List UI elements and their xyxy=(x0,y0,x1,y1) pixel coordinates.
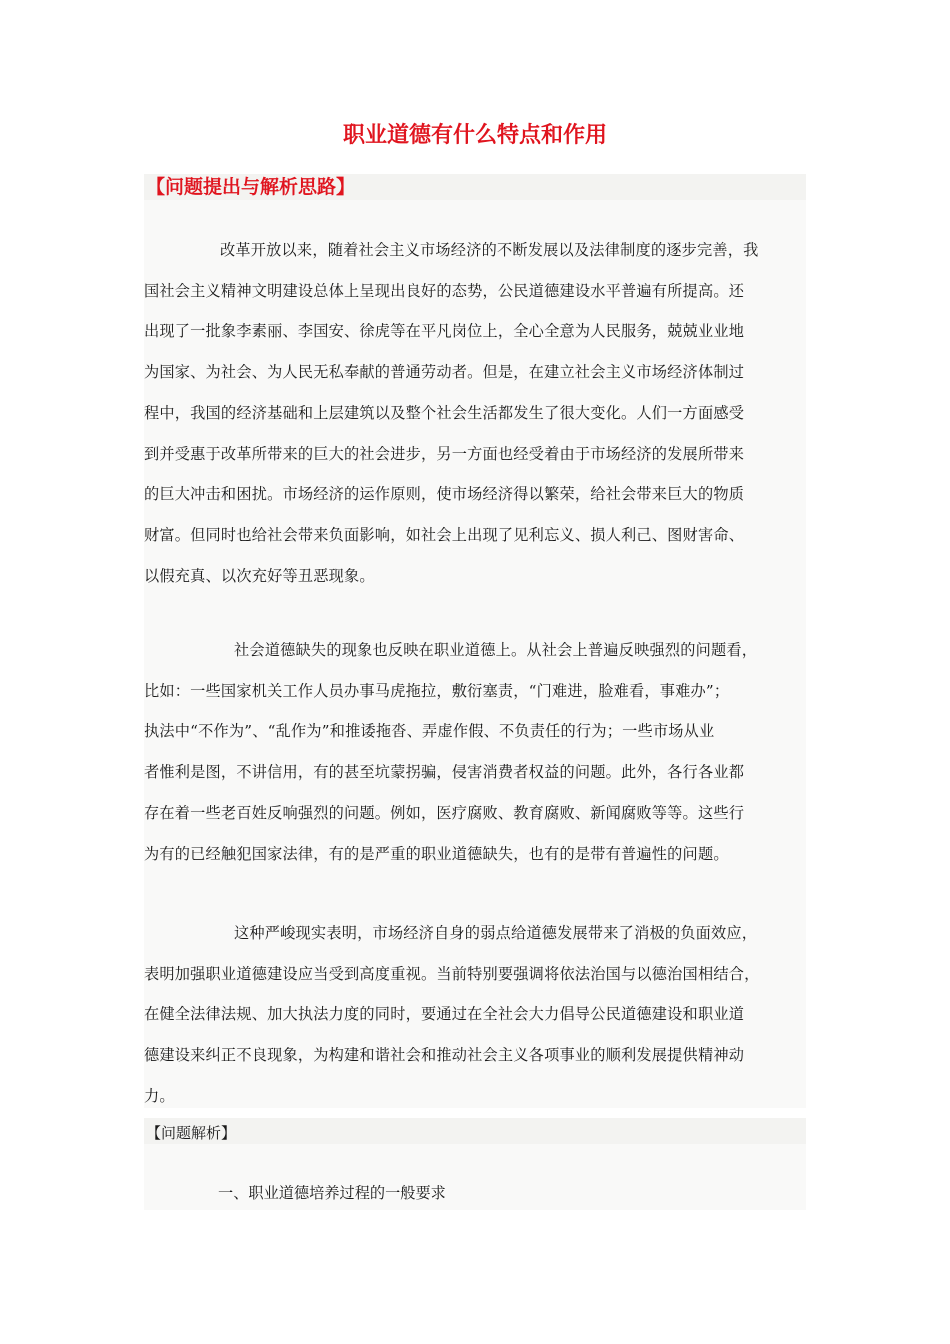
section-heading: 【问题提出与解析思路】 xyxy=(146,176,356,198)
document-title: 职业道德有什么特点和作用 xyxy=(342,123,607,148)
paragraph-line: 为国家、为社会、为人民无私奉献的普通劳动者。但是，在建立社会主义市场经济体制过 xyxy=(144,363,745,382)
paragraph-line: 到并受惠于改革所带来的巨大的社会进步，另一方面也经受着由于市场经济的发展所带来 xyxy=(144,444,745,463)
paragraph-line: 存在着一些老百姓反响强烈的问题。例如，医疗腐败、教育腐败、新闻腐败等等。这些行 xyxy=(144,803,745,822)
paragraph-line: 财富。但同时也给社会带来负面影响，如社会上出现了见利忘义、损人利己、图财害命、 xyxy=(144,525,745,544)
paragraph-line: 这种严峻现实表明，市场经济自身的弱点给道德发展带来了消极的负面效应， xyxy=(234,924,758,942)
paragraph-line: 德建设来纠正不良现象，为构建和谐社会和推动社会主义各项事业的顺利发展提供精神动 xyxy=(144,1046,745,1065)
paragraph-1 xyxy=(144,230,806,596)
paragraph-line: 者惟利是图，不讲信用，有的甚至坑蒙拐骗，侵害消费者权益的问题。此外，各行各业都 xyxy=(144,763,745,782)
section-heading-bar-2 xyxy=(144,1118,806,1144)
paragraph-line: 在健全法律法规、加大执法力度的同时，要通过在全社会大力倡导公民道德建设和职业道 xyxy=(144,1005,745,1024)
paragraph-line: 国社会主义精神文明建设总体上呈现出良好的态势，公民道德建设水平普遍有所提高。还 xyxy=(144,281,745,300)
paragraph-line: 程中，我国的经济基础和上层建筑以及整个社会生活都发生了很大变化。人们一方面感受 xyxy=(144,403,745,422)
section-heading-bar xyxy=(144,174,806,200)
paragraph-line: 以假充真、以次充好等丑恶现象。 xyxy=(144,566,375,585)
paragraph-line: 比如：一些国家机关工作人员办事马虎拖拉，敷衍塞责，“门难进，脸难看，事难办”； xyxy=(144,681,730,700)
paragraph-line: 力。 xyxy=(144,1086,175,1105)
paragraph-line: 的巨大冲击和困扰。市场经济的运作原则，使市场经济得以繁荣，给社会带来巨大的物质 xyxy=(144,485,745,504)
paragraph-line: 出现了一批象李素丽、李国安、徐虎等在平凡岗位上，全心全意为人民服务，兢兢业业地 xyxy=(144,322,745,341)
subsection-heading: 一、职业道德培养过程的一般要求 xyxy=(218,1184,446,1202)
paragraph-line: 社会道德缺失的现象也反映在职业道德上。从社会上普遍反映强烈的问题看， xyxy=(234,641,758,659)
paragraph-line: 执法中“不作为”、“乱作为”和推诿拖沓、弄虚作假、不负责任的行为；一些市场从业 xyxy=(144,722,715,741)
paragraph-2 xyxy=(144,630,806,874)
paragraph-line: 为有的已经触犯国家法律，有的是严重的职业道德缺失，也有的是带有普遍性的问题。 xyxy=(144,844,729,863)
paragraph-line: 改革开放以来，随着社会主义市场经济的不断发展以及法律制度的逐步完善，我 xyxy=(220,241,759,259)
section-heading-2: 【问题解析】 xyxy=(146,1124,237,1142)
paragraph-3 xyxy=(144,913,806,1117)
paragraph-line: 表明加强职业道德建设应当受到高度重视。当前特别要强调将依法治国与以德治国相结合， xyxy=(144,964,760,983)
